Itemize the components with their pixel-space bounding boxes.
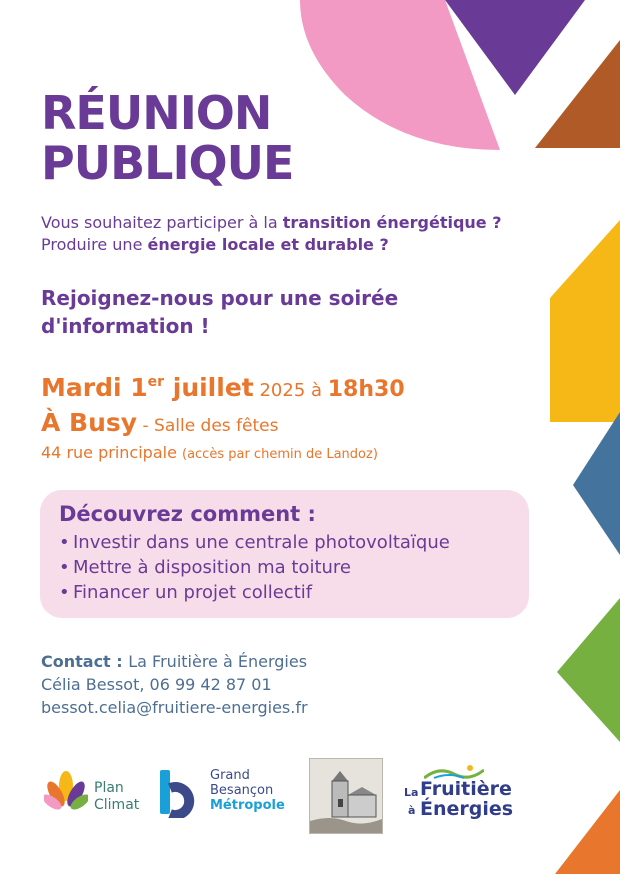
intro-line-2-bold: énergie locale et durable ? xyxy=(147,235,389,254)
intro-line-1-bold: transition énergétique ? xyxy=(282,213,502,232)
event-details xyxy=(41,366,405,466)
grand-besancon-line-2: Besançon xyxy=(210,783,274,798)
event-venue: - Salle des fêtes xyxy=(137,416,279,436)
grand-besancon-line-1: Grand xyxy=(210,768,250,783)
contact-block xyxy=(41,650,308,719)
church-sketch-image xyxy=(309,758,383,834)
event-hour: 18h30 xyxy=(327,377,405,402)
plan-climat-line-2: Climat xyxy=(94,797,140,813)
fruitiere-line-1: Fruitière xyxy=(420,778,512,800)
intro-text xyxy=(41,212,502,256)
list-item xyxy=(59,580,450,605)
plan-climat-text xyxy=(94,780,139,814)
list-item-text: Financer un projet collectif xyxy=(73,582,313,603)
invitation-line-2: d'information ! xyxy=(41,314,210,338)
discover-box xyxy=(40,490,529,618)
purple-triangle xyxy=(445,0,585,95)
event-month: juillet xyxy=(164,373,254,402)
list-item-text: Investir dans une centrale photovoltaïque xyxy=(73,532,450,553)
invitation-heading xyxy=(41,284,398,340)
fruitiere-line-2: Énergies xyxy=(420,798,514,820)
plan-climat-logo xyxy=(44,768,140,822)
contact-person: Célia Bessot, 06 99 42 87 01 xyxy=(41,675,272,694)
intro-line-2-text: Produire une xyxy=(41,235,148,254)
list-item xyxy=(59,530,450,555)
grand-besancon-text xyxy=(210,768,285,813)
event-year: 2025 à xyxy=(253,380,328,401)
event-address xyxy=(41,442,405,466)
invitation-line-1: Rejoignez-nous pour une soirée xyxy=(41,286,399,310)
event-date xyxy=(41,366,405,407)
event-street: 44 rue principale xyxy=(41,443,182,462)
contact-label: Contact : xyxy=(41,652,129,671)
grand-besancon-line-3: Métropole xyxy=(210,798,285,813)
event-day: Mardi 1 xyxy=(41,373,148,402)
yellow-shape xyxy=(550,220,620,422)
fruitiere-energies-logo xyxy=(404,764,514,826)
event-day-sup: er xyxy=(147,374,165,390)
title-line-1: RÉUNION xyxy=(41,86,272,140)
church-icon xyxy=(310,759,382,833)
intro-line-1 xyxy=(41,212,502,234)
discover-list xyxy=(59,530,450,605)
contact-email[interactable]: bessot.celia@fruitiere-energies.fr xyxy=(41,698,308,717)
bullet: • xyxy=(59,557,70,578)
page-title xyxy=(41,88,293,188)
event-location xyxy=(41,407,405,442)
contact-line-1 xyxy=(41,650,308,673)
brown-triangle xyxy=(535,40,620,148)
list-item-text: Mettre à disposition ma toiture xyxy=(73,557,351,578)
bullet: • xyxy=(59,532,70,553)
b-letter-icon xyxy=(158,768,206,818)
bullet: • xyxy=(59,582,70,603)
leaf-icon xyxy=(44,768,88,818)
title-line-2: PUBLIQUE xyxy=(41,136,294,190)
discover-heading: Découvrez comment : xyxy=(59,502,316,526)
intro-line-1-text: Vous souhaitez participer à la xyxy=(41,213,283,232)
fruitiere-a: à xyxy=(408,804,416,817)
grand-besancon-logo xyxy=(158,768,285,822)
blue-shape xyxy=(573,412,620,555)
intro-line-2 xyxy=(41,234,502,256)
list-item xyxy=(59,555,450,580)
pink-shape xyxy=(300,0,500,150)
event-access: (accès par chemin de Landoz) xyxy=(182,447,378,462)
green-shape xyxy=(557,598,620,742)
contact-org: La Fruitière à Énergies xyxy=(128,652,308,671)
event-town: À Busy xyxy=(41,408,138,437)
plan-climat-line-1: Plan xyxy=(94,780,124,796)
fruitiere-la: La xyxy=(404,786,419,799)
partner-logos xyxy=(0,750,620,840)
